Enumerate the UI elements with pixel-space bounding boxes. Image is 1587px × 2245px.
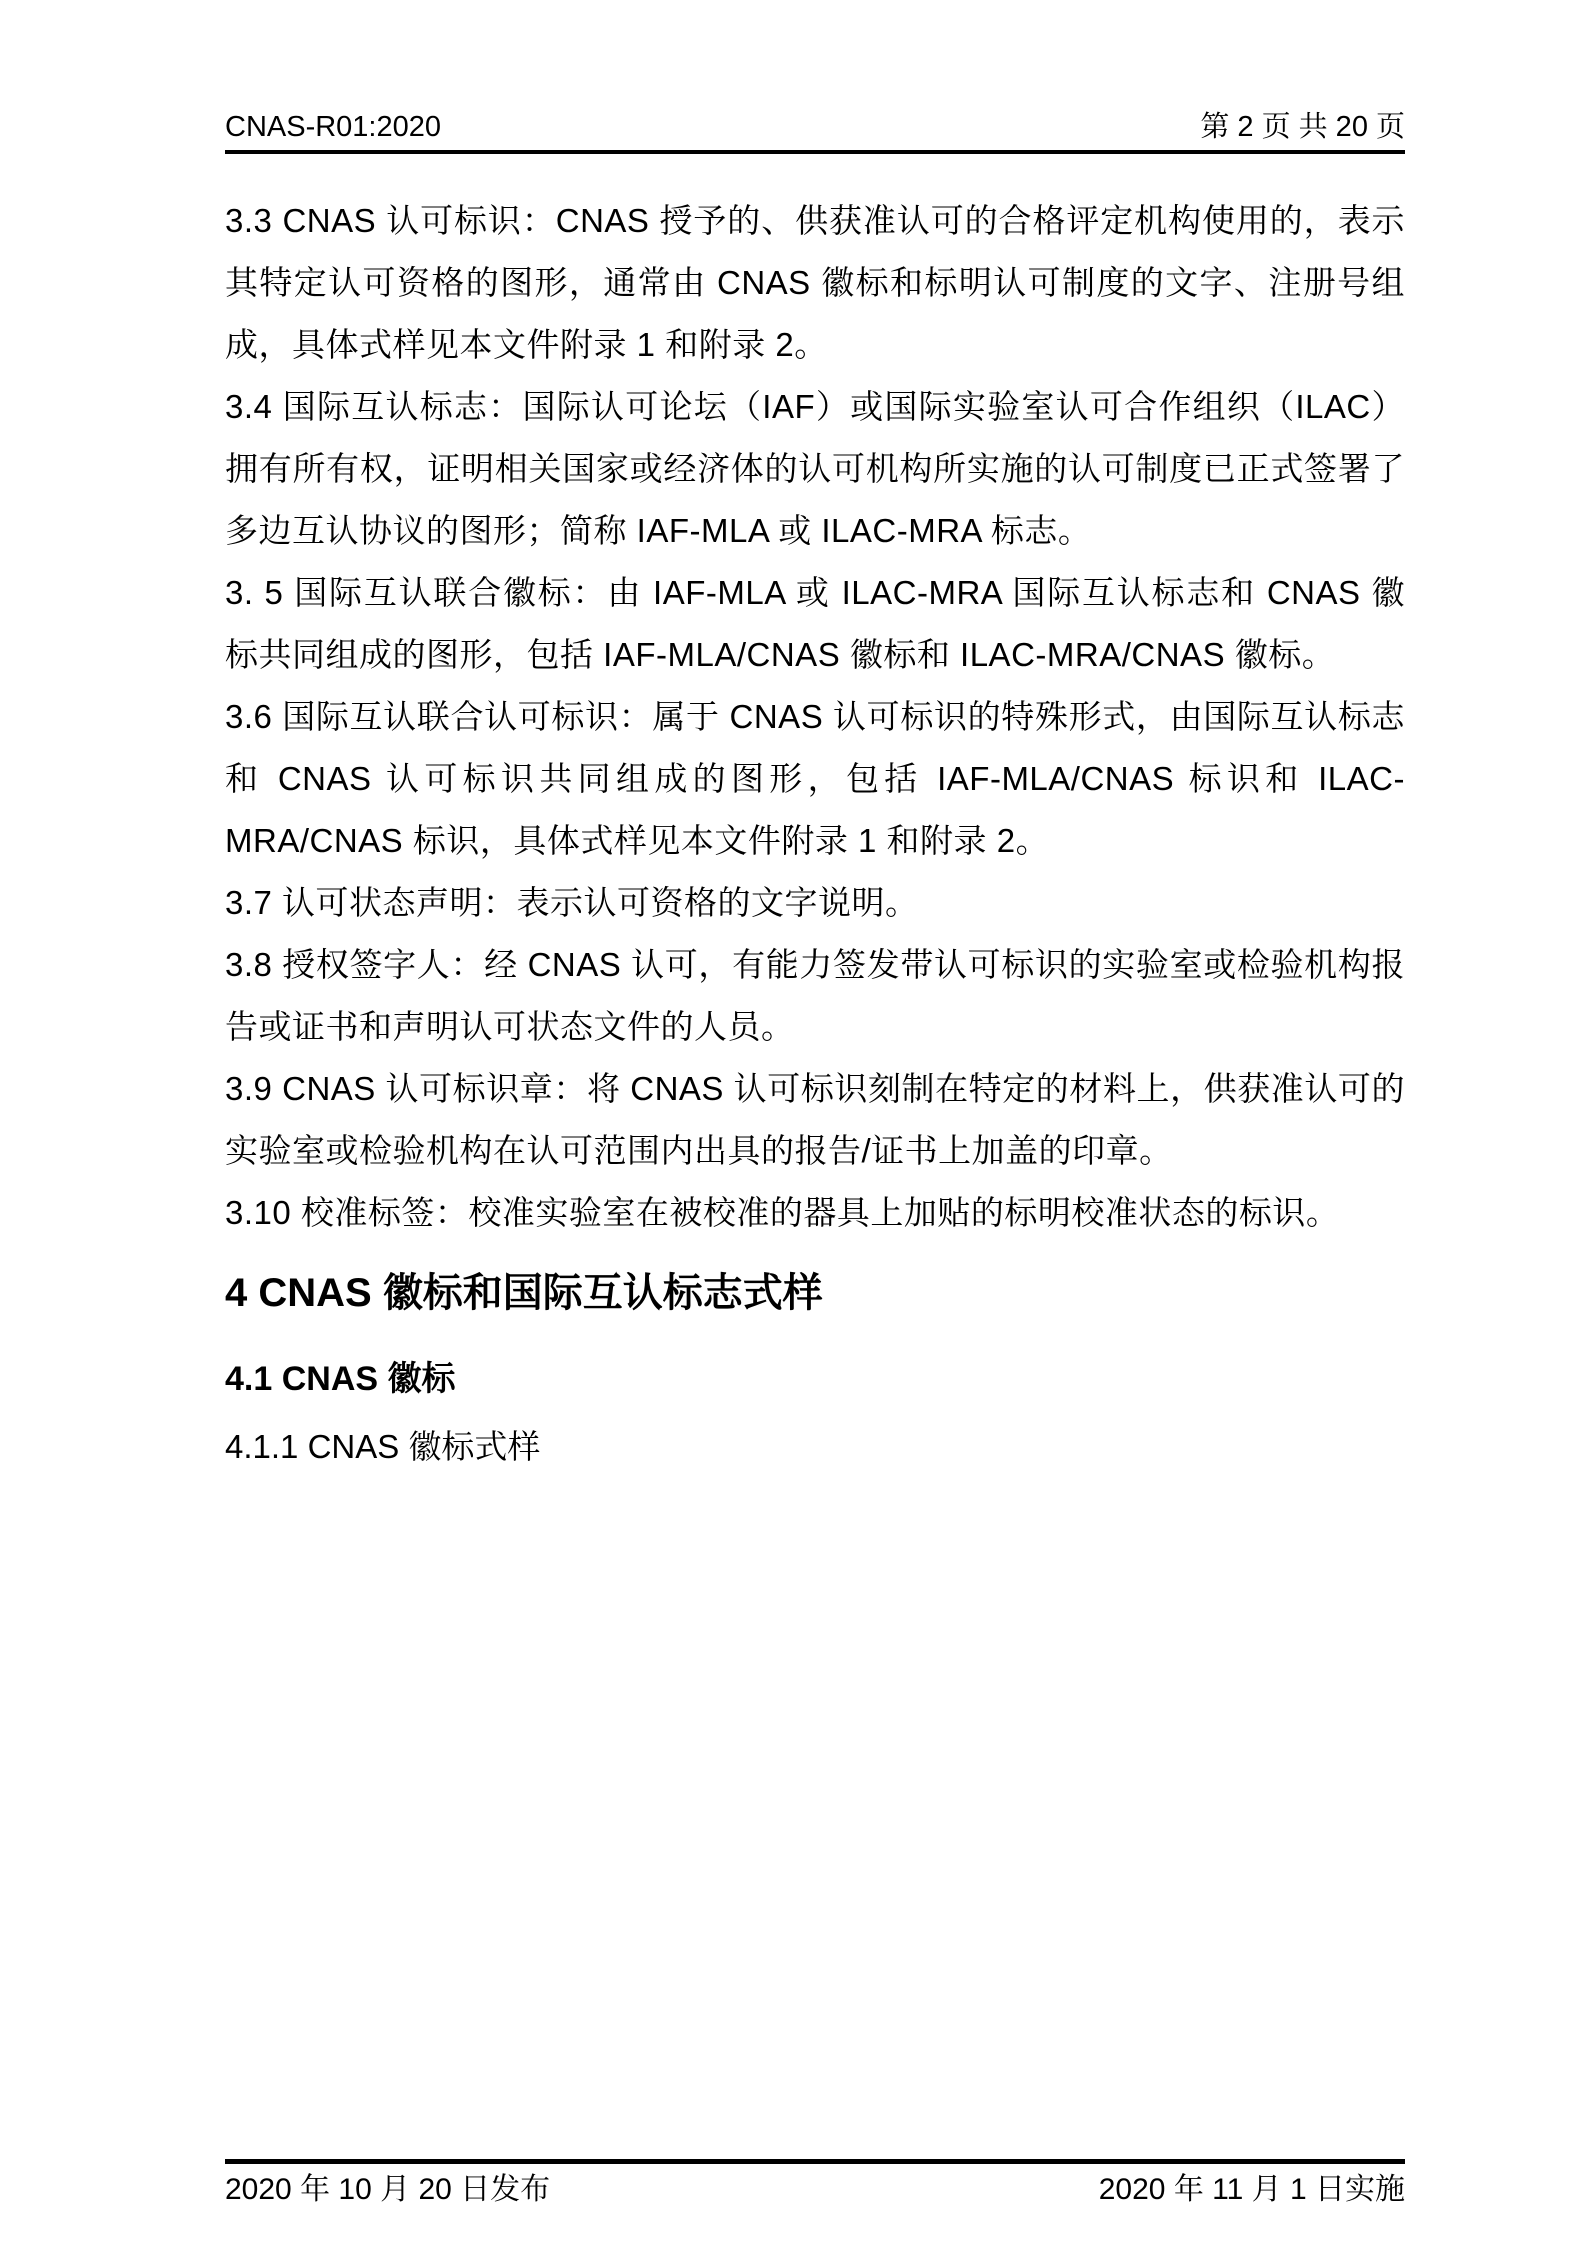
document-body (225, 190, 1405, 1478)
issue-date: 2020 年 10 月 20 日发布 (225, 2173, 551, 2206)
paragraph-3-9: 3.9 CNAS 认可标识章：将 CNAS 认可标识刻制在特定的材料上，供获准认可的实验室或检验机构在认可范围内出具的报告/证书上加盖的印章。 (225, 1070, 1405, 1169)
paragraph-3-6: 3.6 国际互认联合认可标识：属于 CNAS 认可标识的特殊形式，由国际互认标志和 CNAS 认可标识共同组成的图形，包括 IAF-MLA/CNAS 标识和 ILAC-MRA/CNAS 标识，具体式样见本文件附录 1 和附录 2。 (225, 698, 1405, 859)
section-heading-4: 4 CNAS 徽标和国际互认标志式样 (225, 1271, 823, 1315)
section-heading-4-1: 4.1 CNAS 徽标 (225, 1360, 456, 1398)
document-code: CNAS-R01:2020 (225, 111, 441, 143)
page-footer (225, 2170, 1405, 2210)
paragraph-3-4: 3.4 国际互认标志：国际认可论坛（IAF）或国际实验室认可合作组织（ILAC）拥有所有权，证明相关国家或经济体的认可机构所实施的认可制度已正式签署了多边互认协议的图形；简称 IAF-MLA 或 ILAC-MRA 标志。 (225, 388, 1405, 549)
section-heading-4-1-1: 4.1.1 CNAS 徽标式样 (225, 1428, 541, 1465)
paragraph-3-7: 3.7 认可状态声明：表示认可资格的文字说明。 (225, 884, 919, 921)
page-number-indicator: 第 2 页 共 20 页 (1200, 111, 1405, 143)
implementation-date: 2020 年 11 月 1 日实施 (1098, 2173, 1405, 2206)
paragraph-3-5: 3. 5 国际互认联合徽标：由 IAF-MLA 或 ILAC-MRA 国际互认标志和 CNAS 徽标共同组成的图形，包括 IAF-MLA/CNAS 徽标和 ILAC-MRA/CNAS 徽标。 (225, 574, 1405, 673)
footer-rule (225, 2159, 1405, 2164)
header-rule (225, 150, 1405, 154)
page-header (225, 108, 1405, 146)
paragraph-3-3: 3.3 CNAS 认可标识：CNAS 授予的、供获准认可的合格评定机构使用的，表示其特定认可资格的图形，通常由 CNAS 徽标和标明认可制度的文字、注册号组成，具体式样见本文件附录 1 和附录 2。 (225, 202, 1405, 363)
paragraph-3-8: 3.8 授权签字人：经 CNAS 认可，有能力签发带认可标识的实验室或检验机构报告或证书和声明认可状态文件的人员。 (225, 946, 1405, 1045)
paragraph-3-10: 3.10 校准标签：校准实验室在被校准的器具上加贴的标明校准状态的标识。 (225, 1194, 1340, 1231)
